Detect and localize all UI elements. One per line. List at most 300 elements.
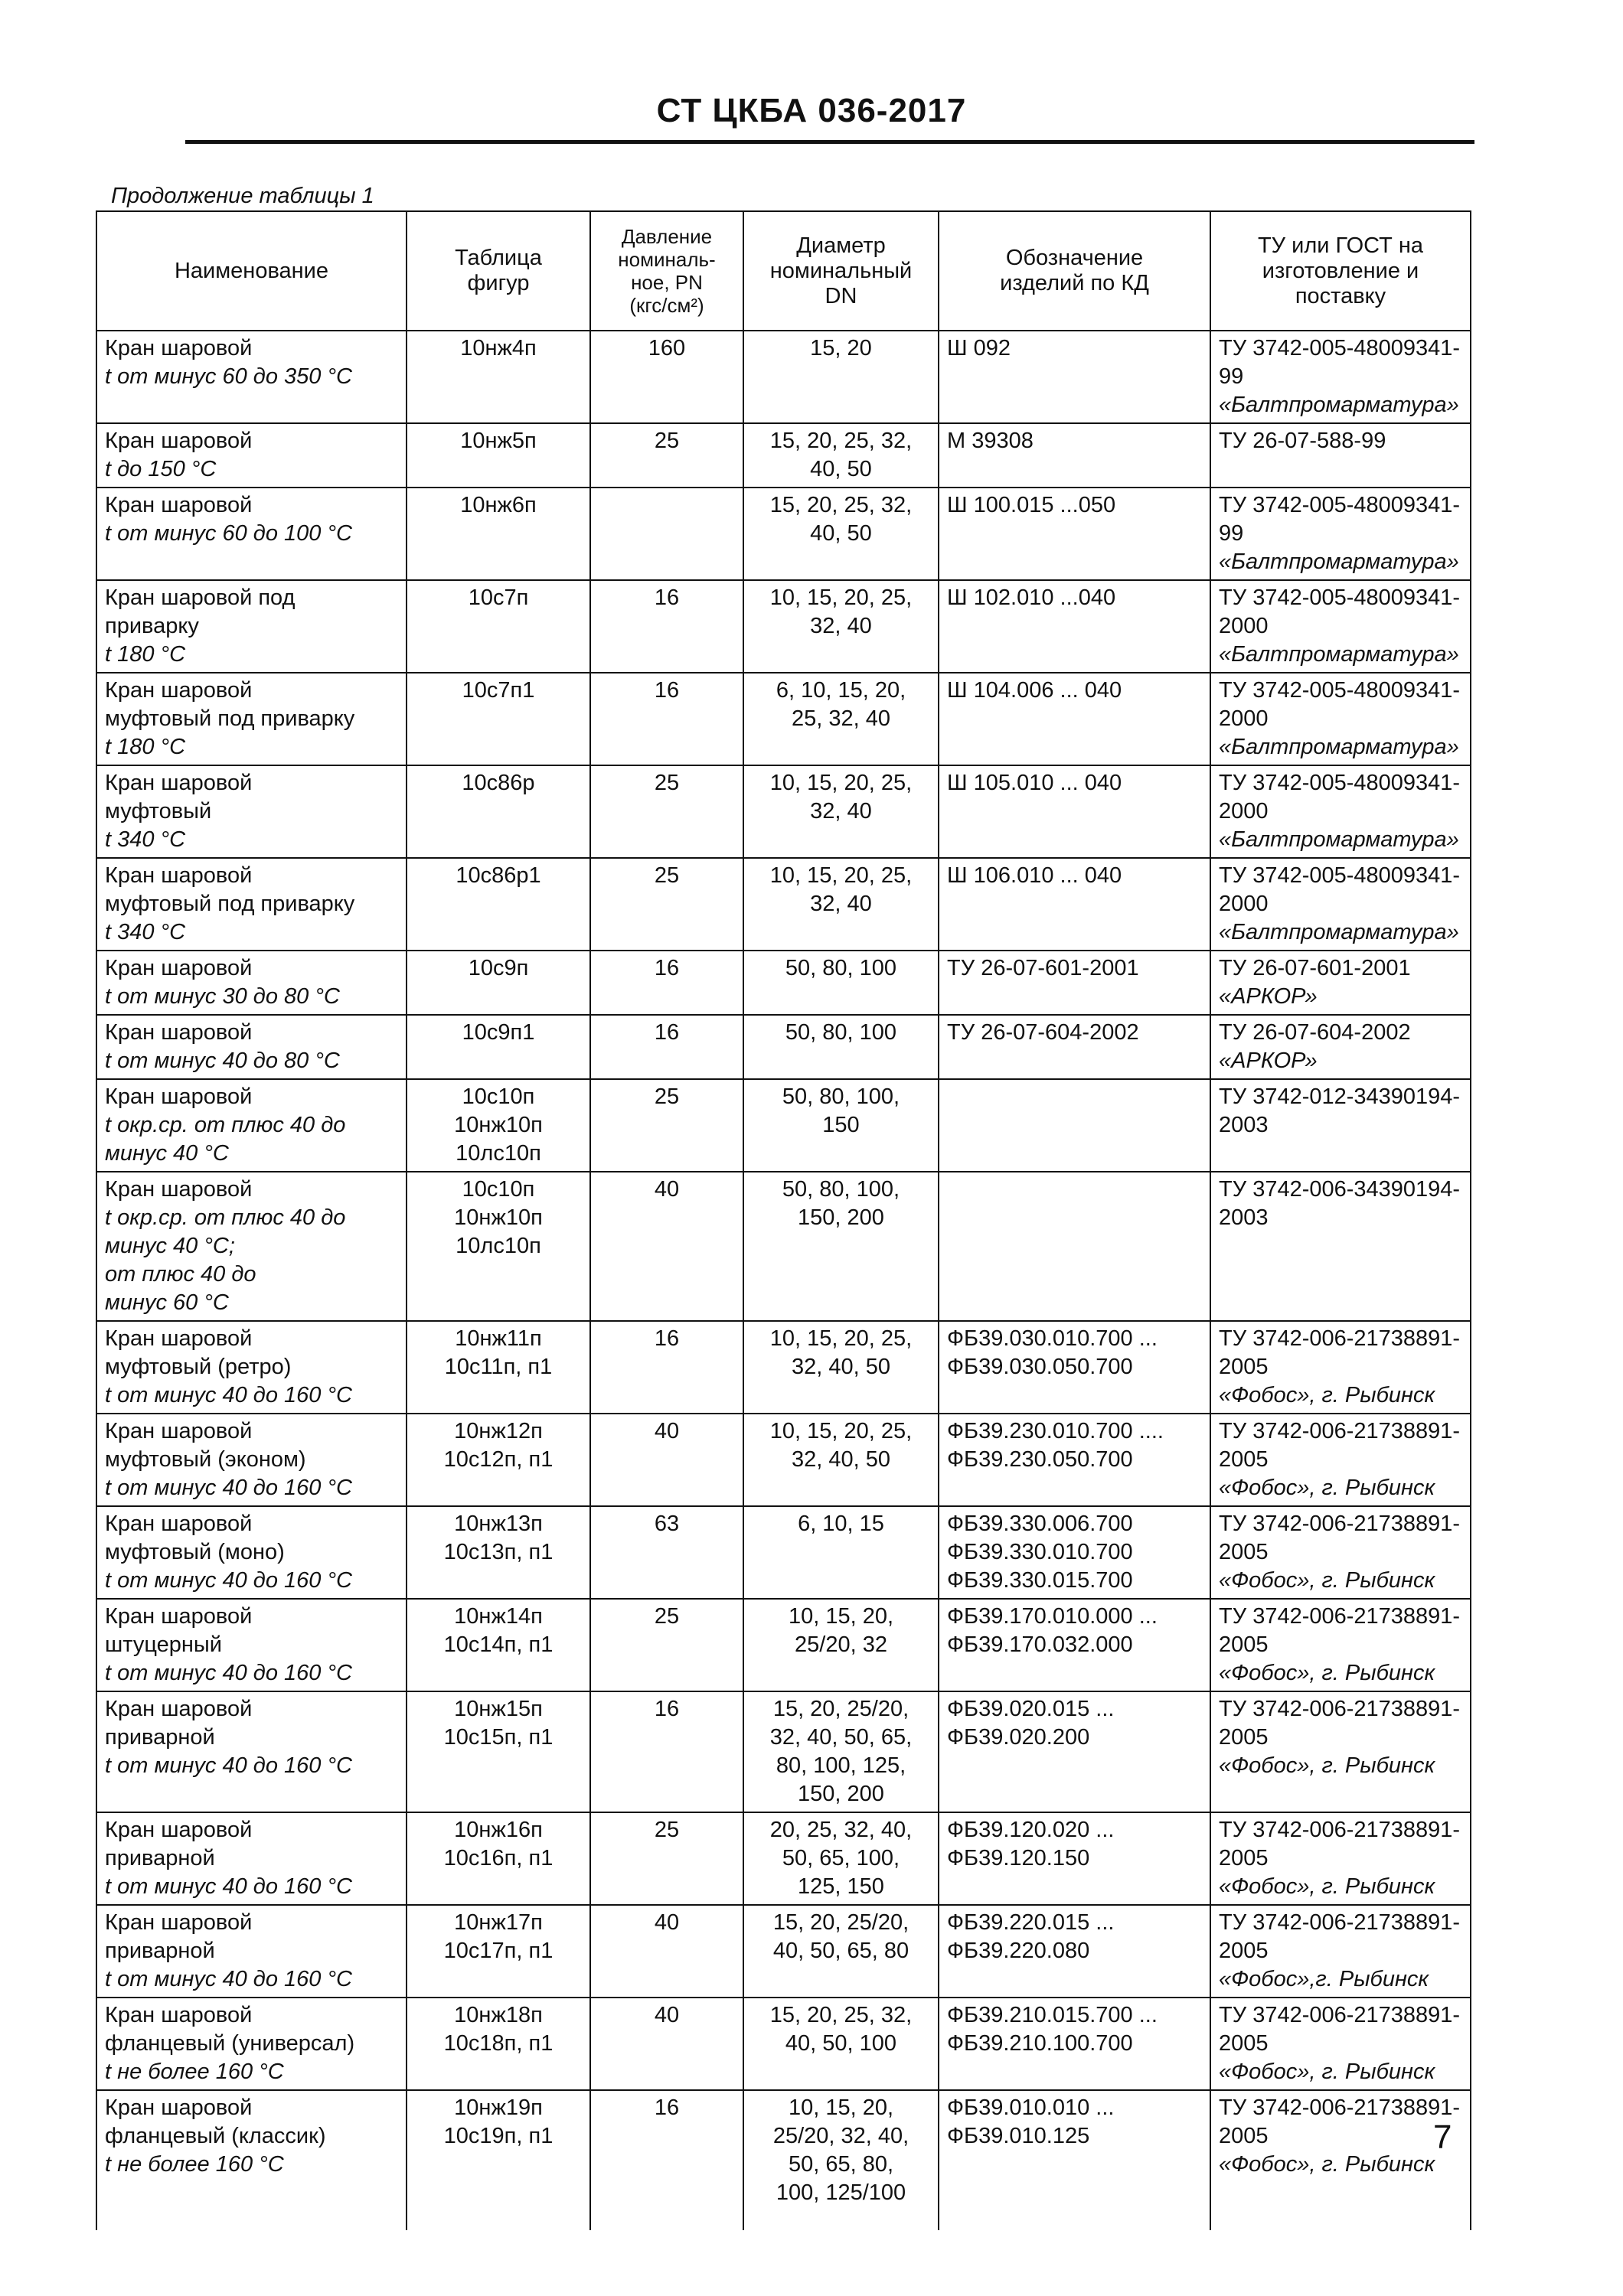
cell-designation xyxy=(939,1015,1210,1079)
standard-code: ТУ 3742-006-21738891- 2005 xyxy=(1219,1910,1461,1963)
cell-pressure xyxy=(590,1506,743,1599)
cell-name xyxy=(96,1079,407,1172)
temperature-range: t 180 °С xyxy=(105,642,186,667)
cell-standard xyxy=(1210,1812,1471,1905)
header-pressure: Давление номиналь- ное, PN (кгс/см²) xyxy=(590,211,743,331)
designation-code: ФБ39.120.020 ... ФБ39.120.150 xyxy=(947,1818,1115,1870)
cell-name xyxy=(96,331,407,423)
figure-code: 10с86р xyxy=(462,771,535,795)
designation-code: Ш 100.015 ...050 xyxy=(947,493,1116,517)
cell-standard xyxy=(1210,2090,1471,2230)
cell-diameter xyxy=(743,331,939,423)
pressure-value: 63 xyxy=(654,1512,680,1536)
cell-pressure xyxy=(590,1812,743,1905)
cell-standard xyxy=(1210,1905,1471,1998)
table-row xyxy=(96,1691,1471,1812)
cell-diameter xyxy=(743,858,939,951)
diameter-values: 20, 25, 32, 40, 50, 65, 100, 125, 150 xyxy=(769,1818,913,1899)
diameter-values: 10, 15, 20, 25, 32, 40 xyxy=(769,771,913,823)
designation-code: ФБ39.210.015.700 ... ФБ39.210.100.700 xyxy=(947,2003,1158,2056)
temperature-range: t окр.ср. от плюс 40 до минус 40 °С xyxy=(105,1113,346,1166)
header-diameter: Диаметр номинальный DN xyxy=(743,211,939,331)
cell-name xyxy=(96,1506,407,1599)
standard-code: ТУ 3742-006-21738891- 2005 xyxy=(1219,2095,1461,2148)
designation-code: ФБ39.330.006.700 ФБ39.330.010.700 ФБ39.330.015.700 xyxy=(947,1512,1133,1593)
standard-code: ТУ 3742-005-48009341- 2000 xyxy=(1219,863,1461,916)
cell-figure xyxy=(407,673,590,765)
cell-figure xyxy=(407,1998,590,2090)
cell-designation xyxy=(939,2090,1210,2230)
table-row xyxy=(96,1905,1471,1998)
cell-diameter xyxy=(743,951,939,1015)
figure-code: 10с9п xyxy=(468,956,529,980)
table-caption: Продолжение таблицы 1 xyxy=(111,184,374,208)
cell-designation xyxy=(939,1905,1210,1998)
pressure-value: 16 xyxy=(654,1326,680,1351)
cell-pressure xyxy=(590,858,743,951)
cell-figure xyxy=(407,1321,590,1414)
page-number: 7 xyxy=(1433,2118,1452,2156)
cell-diameter xyxy=(743,1414,939,1506)
cell-diameter xyxy=(743,765,939,858)
cell-diameter xyxy=(743,2090,939,2230)
cell-name xyxy=(96,1321,407,1414)
table-row xyxy=(96,1812,1471,1905)
pressure-value: 25 xyxy=(654,429,680,453)
cell-figure xyxy=(407,765,590,858)
cell-diameter xyxy=(743,488,939,580)
temperature-range: t от минус 40 до 160 °С xyxy=(105,1967,352,1991)
cell-name xyxy=(96,580,407,673)
cell-designation xyxy=(939,1079,1210,1172)
figure-code: 10нж15п 10с15п, п1 xyxy=(443,1697,554,1750)
manufacturer: «Фобос», г. Рыбинск xyxy=(1219,1383,1435,1407)
cell-pressure xyxy=(590,1079,743,1172)
table-row xyxy=(96,1599,1471,1691)
cell-designation xyxy=(939,1172,1210,1321)
cell-figure xyxy=(407,1079,590,1172)
standard-code: ТУ 3742-005-48009341- 99 xyxy=(1219,336,1461,389)
figure-code: 10с86р1 xyxy=(456,863,541,888)
cell-standard xyxy=(1210,951,1471,1015)
cell-figure xyxy=(407,488,590,580)
valve-name: Кран шаровой муфтовый xyxy=(105,771,253,823)
valve-name: Кран шаровой xyxy=(105,1020,253,1045)
table-row xyxy=(96,1998,1471,2090)
cell-pressure xyxy=(590,1414,743,1506)
cell-figure xyxy=(407,1812,590,1905)
pressure-value: 16 xyxy=(654,956,680,980)
cell-pressure xyxy=(590,488,743,580)
cell-standard xyxy=(1210,331,1471,423)
table-row xyxy=(96,2090,1471,2230)
cell-pressure xyxy=(590,765,743,858)
diameter-values: 10, 15, 20, 25, 32, 40 xyxy=(769,863,913,916)
figure-code: 10с9п1 xyxy=(462,1020,535,1045)
diameter-values: 15, 20, 25, 32, 40, 50 xyxy=(769,429,913,481)
cell-name xyxy=(96,858,407,951)
pressure-value: 16 xyxy=(654,1020,680,1045)
diameter-values: 6, 10, 15 xyxy=(798,1512,884,1536)
temperature-range: t 340 °С xyxy=(105,827,186,852)
cell-standard xyxy=(1210,858,1471,951)
cell-name xyxy=(96,423,407,488)
standard-code: ТУ 3742-005-48009341- 2000 xyxy=(1219,585,1461,638)
table-row xyxy=(96,765,1471,858)
cell-designation xyxy=(939,1998,1210,2090)
table-row xyxy=(96,488,1471,580)
manufacturer: «Фобос», г. Рыбинск xyxy=(1219,1661,1435,1685)
cell-diameter xyxy=(743,1079,939,1172)
valve-name: Кран шаровой xyxy=(105,1084,253,1109)
manufacturer: «Фобос», г. Рыбинск xyxy=(1219,1476,1435,1500)
valve-name: Кран шаровой приварной xyxy=(105,1697,253,1750)
cell-figure xyxy=(407,1015,590,1079)
cell-name xyxy=(96,2090,407,2230)
header-figure-table: Таблица фигур xyxy=(407,211,590,331)
cell-name xyxy=(96,673,407,765)
valve-name: Кран шаровой муфтовый под приварку xyxy=(105,678,355,731)
cell-diameter xyxy=(743,1506,939,1599)
cell-standard xyxy=(1210,1015,1471,1079)
cell-diameter xyxy=(743,1321,939,1414)
designation-code: ФБ39.220.015 ... ФБ39.220.080 xyxy=(947,1910,1115,1963)
cell-figure xyxy=(407,2090,590,2230)
cell-pressure xyxy=(590,1691,743,1812)
designation-code: ФБ39.170.010.000 ... ФБ39.170.032.000 xyxy=(947,1604,1158,1657)
temperature-range: t 340 °С xyxy=(105,920,186,944)
diameter-values: 50, 80, 100 xyxy=(785,956,897,980)
temperature-range: t 180 °С xyxy=(105,735,186,759)
pressure-value: 40 xyxy=(654,1419,680,1443)
table-row xyxy=(96,331,1471,423)
temperature-range: t от минус 40 до 160 °С xyxy=(105,1753,352,1778)
designation-code: Ш 104.006 ... 040 xyxy=(947,678,1122,703)
temperature-range: t от минус 40 до 160 °С xyxy=(105,1476,352,1500)
cell-pressure xyxy=(590,673,743,765)
manufacturer: «Балтпромарматура» xyxy=(1219,550,1459,574)
diameter-values: 10, 15, 20, 25/20, 32, 40, 50, 65, 80, 100, 125/100 xyxy=(772,2095,909,2205)
table-header-row xyxy=(96,211,1471,331)
standard-code: ТУ 26-07-601-2001 xyxy=(1219,956,1411,980)
cell-standard xyxy=(1210,1998,1471,2090)
valve-name: Кран шаровой муфтовый под приварку xyxy=(105,863,355,916)
cell-figure xyxy=(407,1172,590,1321)
pressure-value: 16 xyxy=(654,585,680,610)
cell-standard xyxy=(1210,423,1471,488)
diameter-values: 15, 20, 25, 32, 40, 50, 100 xyxy=(769,2003,913,2056)
designation-code: Ш 105.010 ... 040 xyxy=(947,771,1122,795)
manufacturer: «АРКОР» xyxy=(1219,984,1318,1009)
cell-standard xyxy=(1210,765,1471,858)
table-row xyxy=(96,673,1471,765)
pressure-value: 40 xyxy=(654,1910,680,1935)
cell-name xyxy=(96,1414,407,1506)
cell-standard xyxy=(1210,1321,1471,1414)
cell-designation xyxy=(939,580,1210,673)
cell-diameter xyxy=(743,1599,939,1691)
cell-name xyxy=(96,1015,407,1079)
diameter-values: 15, 20, 25/20, 32, 40, 50, 65, 80, 100, 125, 150, 200 xyxy=(769,1697,913,1806)
cell-diameter xyxy=(743,1905,939,1998)
figure-code: 10нж4п xyxy=(460,336,537,360)
temperature-range: t от минус 40 до 160 °С xyxy=(105,1874,352,1899)
pressure-value: 25 xyxy=(654,1084,680,1109)
cell-figure xyxy=(407,423,590,488)
pressure-value: 16 xyxy=(654,678,680,703)
cell-diameter xyxy=(743,1998,939,2090)
diameter-values: 50, 80, 100 xyxy=(785,1020,897,1045)
figure-code: 10нж14п 10с14п, п1 xyxy=(443,1604,554,1657)
cell-name xyxy=(96,1172,407,1321)
table-row xyxy=(96,951,1471,1015)
cell-name xyxy=(96,1905,407,1998)
cell-name xyxy=(96,1599,407,1691)
cell-diameter xyxy=(743,1172,939,1321)
manufacturer: «Балтпромарматура» xyxy=(1219,642,1459,667)
cell-diameter xyxy=(743,580,939,673)
cell-pressure xyxy=(590,331,743,423)
cell-standard xyxy=(1210,1172,1471,1321)
manufacturer: «Фобос», г. Рыбинск xyxy=(1219,1753,1435,1778)
cell-standard xyxy=(1210,580,1471,673)
designation-code: ФБ39.030.010.700 ... ФБ39.030.050.700 xyxy=(947,1326,1158,1379)
cell-figure xyxy=(407,858,590,951)
standard-code: ТУ 3742-006-21738891- 2005 xyxy=(1219,1697,1461,1750)
valve-name: Кран шаровой xyxy=(105,336,253,360)
cell-diameter xyxy=(743,423,939,488)
diameter-values: 15, 20, 25, 32, 40, 50 xyxy=(769,493,913,546)
temperature-range: t от минус 60 до 350 °С xyxy=(105,364,352,389)
temperature-range: t от минус 40 до 160 °С xyxy=(105,1383,352,1407)
cell-figure xyxy=(407,1506,590,1599)
valve-name: Кран шаровой xyxy=(105,493,253,517)
cell-designation xyxy=(939,765,1210,858)
designation-code: ТУ 26-07-601-2001 xyxy=(947,956,1139,980)
designation-code: ФБ39.020.015 ... ФБ39.020.200 xyxy=(947,1697,1115,1750)
table-row xyxy=(96,1414,1471,1506)
cell-pressure xyxy=(590,1172,743,1321)
cell-pressure xyxy=(590,951,743,1015)
cell-name xyxy=(96,1812,407,1905)
standard-code: ТУ 26-07-588-99 xyxy=(1219,429,1386,453)
standard-code: ТУ 26-07-604-2002 xyxy=(1219,1020,1411,1045)
valve-name: Кран шаровой муфтовый (эконом) xyxy=(105,1419,306,1472)
valve-name: Кран шаровой приварной xyxy=(105,1818,253,1870)
designation-code: М 39308 xyxy=(947,429,1034,453)
cell-pressure xyxy=(590,1905,743,1998)
diameter-values: 10, 15, 20, 25, 32, 40, 50 xyxy=(769,1326,913,1379)
cell-designation xyxy=(939,858,1210,951)
cell-standard xyxy=(1210,1414,1471,1506)
temperature-range: t от минус 40 до 80 °С xyxy=(105,1049,340,1073)
pressure-value: 16 xyxy=(654,1697,680,1721)
designation-code: ТУ 26-07-604-2002 xyxy=(947,1020,1139,1045)
valve-name: Кран шаровой xyxy=(105,956,253,980)
standard-code: ТУ 3742-012-34390194- 2003 xyxy=(1219,1084,1461,1137)
header-designation: Обозначение изделий по КД xyxy=(939,211,1210,331)
fittings-table xyxy=(96,210,1471,2230)
pressure-value: 16 xyxy=(654,2095,680,2120)
cell-designation xyxy=(939,423,1210,488)
cell-figure xyxy=(407,1691,590,1812)
diameter-values: 50, 80, 100, 150, 200 xyxy=(782,1177,900,1230)
designation-code: ФБ39.230.010.700 .... ФБ39.230.050.700 xyxy=(947,1419,1164,1472)
table-row xyxy=(96,1079,1471,1172)
manufacturer: «Балтпромарматура» xyxy=(1219,920,1459,944)
cell-standard xyxy=(1210,1599,1471,1691)
cell-pressure xyxy=(590,1321,743,1414)
figure-code: 10нж6п xyxy=(460,493,537,517)
temperature-range: t до 150 °С xyxy=(105,457,217,481)
cell-pressure xyxy=(590,1998,743,2090)
figure-code: 10нж12п 10с12п, п1 xyxy=(443,1419,554,1472)
cell-designation xyxy=(939,488,1210,580)
cell-name xyxy=(96,1998,407,2090)
cell-designation xyxy=(939,1414,1210,1506)
designation-code: Ш 092 xyxy=(947,336,1011,360)
cell-pressure xyxy=(590,580,743,673)
cell-designation xyxy=(939,1691,1210,1812)
cell-diameter xyxy=(743,673,939,765)
cell-designation xyxy=(939,673,1210,765)
table-row xyxy=(96,858,1471,951)
figure-code: 10нж17п 10с17п, п1 xyxy=(443,1910,554,1963)
diameter-values: 50, 80, 100, 150 xyxy=(782,1084,900,1137)
standard-code: ТУ 3742-006-34390194- 2003 xyxy=(1219,1177,1461,1230)
cell-pressure xyxy=(590,2090,743,2230)
cell-figure xyxy=(407,951,590,1015)
pressure-value: 25 xyxy=(654,1604,680,1629)
manufacturer: «Балтпромарматура» xyxy=(1219,827,1459,852)
cell-figure xyxy=(407,1905,590,1998)
figure-code: 10нж16п 10с16п, п1 xyxy=(443,1818,554,1870)
title-underline xyxy=(185,140,1474,144)
header-name: Наименование xyxy=(96,211,407,331)
cell-name xyxy=(96,1691,407,1812)
pressure-value: 40 xyxy=(654,1177,680,1202)
manufacturer: «АРКОР» xyxy=(1219,1049,1318,1073)
standard-code: ТУ 3742-005-48009341- 99 xyxy=(1219,493,1461,546)
temperature-range: t от минус 60 до 100 °С xyxy=(105,521,352,546)
pressure-value: 25 xyxy=(654,863,680,888)
manufacturer: «Фобос»,г. Рыбинск xyxy=(1219,1967,1429,1991)
figure-code: 10нж11п 10с11п, п1 xyxy=(444,1326,553,1379)
standard-code: ТУ 3742-006-21738891- 2005 xyxy=(1219,1604,1461,1657)
table-row xyxy=(96,1506,1471,1599)
cell-name xyxy=(96,951,407,1015)
cell-figure xyxy=(407,1414,590,1506)
pressure-value: 160 xyxy=(648,336,686,360)
standard-code: ТУ 3742-006-21738891- 2005 xyxy=(1219,1512,1461,1564)
manufacturer: «Фобос», г. Рыбинск xyxy=(1219,1568,1435,1593)
temperature-range: t от минус 40 до 160 °С xyxy=(105,1661,352,1685)
temperature-range: t от минус 30 до 80 °С xyxy=(105,984,340,1009)
table-row xyxy=(96,1172,1471,1321)
cell-designation xyxy=(939,1812,1210,1905)
temperature-range: t окр.ср. от плюс 40 до минус 40 °С; от плюс 40 до минус 60 °С xyxy=(105,1205,346,1315)
figure-code: 10с10п 10нж10п 10лс10п xyxy=(454,1177,543,1258)
cell-diameter xyxy=(743,1691,939,1812)
diameter-values: 10, 15, 20, 25, 32, 40 xyxy=(769,585,913,638)
cell-figure xyxy=(407,331,590,423)
header-standard: ТУ или ГОСТ на изготовление и поставку xyxy=(1210,211,1471,331)
figure-code: 10с7п1 xyxy=(462,678,535,703)
standard-code: ТУ 3742-006-21738891- 2005 xyxy=(1219,1818,1461,1870)
table-row xyxy=(96,1321,1471,1414)
manufacturer: «Балтпромарматура» xyxy=(1219,393,1459,417)
figure-code: 10нж13п 10с13п, п1 xyxy=(443,1512,554,1564)
figure-code: 10нж19п 10с19п, п1 xyxy=(443,2095,554,2148)
standard-code: ТУ 3742-006-21738891- 2005 xyxy=(1219,1419,1461,1472)
pressure-value: 25 xyxy=(654,1818,680,1842)
cell-diameter xyxy=(743,1812,939,1905)
diameter-values: 6, 10, 15, 20, 25, 32, 40 xyxy=(776,678,906,731)
cell-figure xyxy=(407,580,590,673)
cell-designation xyxy=(939,1321,1210,1414)
cell-pressure xyxy=(590,1015,743,1079)
designation-code: ФБ39.010.010 ... ФБ39.010.125 xyxy=(947,2095,1115,2148)
standard-code: ТУ 3742-005-48009341- 2000 xyxy=(1219,771,1461,823)
table-row xyxy=(96,580,1471,673)
diameter-values: 10, 15, 20, 25/20, 32 xyxy=(788,1604,894,1657)
cell-standard xyxy=(1210,1691,1471,1812)
temperature-range: t от минус 40 до 160 °С xyxy=(105,1568,352,1593)
cell-designation xyxy=(939,331,1210,423)
designation-code: Ш 106.010 ... 040 xyxy=(947,863,1122,888)
cell-figure xyxy=(407,1599,590,1691)
valve-name: Кран шаровой муфтовый (моно) xyxy=(105,1512,285,1564)
cell-designation xyxy=(939,1506,1210,1599)
cell-name xyxy=(96,765,407,858)
cell-name xyxy=(96,488,407,580)
temperature-range: t не более 160 °С xyxy=(105,2152,284,2177)
table-row xyxy=(96,1015,1471,1079)
document-title: СТ ЦКБА 036-2017 xyxy=(656,92,967,129)
diameter-values: 15, 20, 25/20, 40, 50, 65, 80 xyxy=(772,1910,909,1963)
figure-code: 10с10п 10нж10п 10лс10п xyxy=(454,1084,543,1166)
valve-name: Кран шаровой штуцерный xyxy=(105,1604,253,1657)
standard-code: ТУ 3742-006-21738891- 2005 xyxy=(1219,2003,1461,2056)
cell-designation xyxy=(939,951,1210,1015)
temperature-range: t не более 160 °С xyxy=(105,2060,284,2084)
manufacturer: «Фобос», г. Рыбинск xyxy=(1219,2060,1435,2084)
pressure-value: 25 xyxy=(654,771,680,795)
table-row xyxy=(96,423,1471,488)
figure-code: 10нж5п xyxy=(460,429,537,453)
cell-standard xyxy=(1210,488,1471,580)
cell-designation xyxy=(939,1599,1210,1691)
cell-diameter xyxy=(743,1015,939,1079)
manufacturer: «Фобос», г. Рыбинск xyxy=(1219,1874,1435,1899)
cell-standard xyxy=(1210,1506,1471,1599)
valve-name: Кран шаровой xyxy=(105,429,253,453)
standard-code: ТУ 3742-006-21738891- 2005 xyxy=(1219,1326,1461,1379)
valve-name: Кран шаровой под приварку xyxy=(105,585,296,638)
pressure-value: 40 xyxy=(654,2003,680,2027)
valve-name: Кран шаровой муфтовый (ретро) xyxy=(105,1326,292,1379)
cell-standard xyxy=(1210,673,1471,765)
valve-name: Кран шаровой фланцевый (универсал) xyxy=(105,2003,355,2056)
manufacturer: «Фобос», г. Рыбинск xyxy=(1219,2152,1435,2177)
diameter-values: 15, 20 xyxy=(810,336,872,360)
figure-code: 10нж18п 10с18п, п1 xyxy=(443,2003,554,2056)
standard-code: ТУ 3742-005-48009341- 2000 xyxy=(1219,678,1461,731)
manufacturer: «Балтпромарматура» xyxy=(1219,735,1459,759)
cell-pressure xyxy=(590,1599,743,1691)
valve-name: Кран шаровой фланцевый (классик) xyxy=(105,2095,326,2148)
cell-standard xyxy=(1210,1079,1471,1172)
